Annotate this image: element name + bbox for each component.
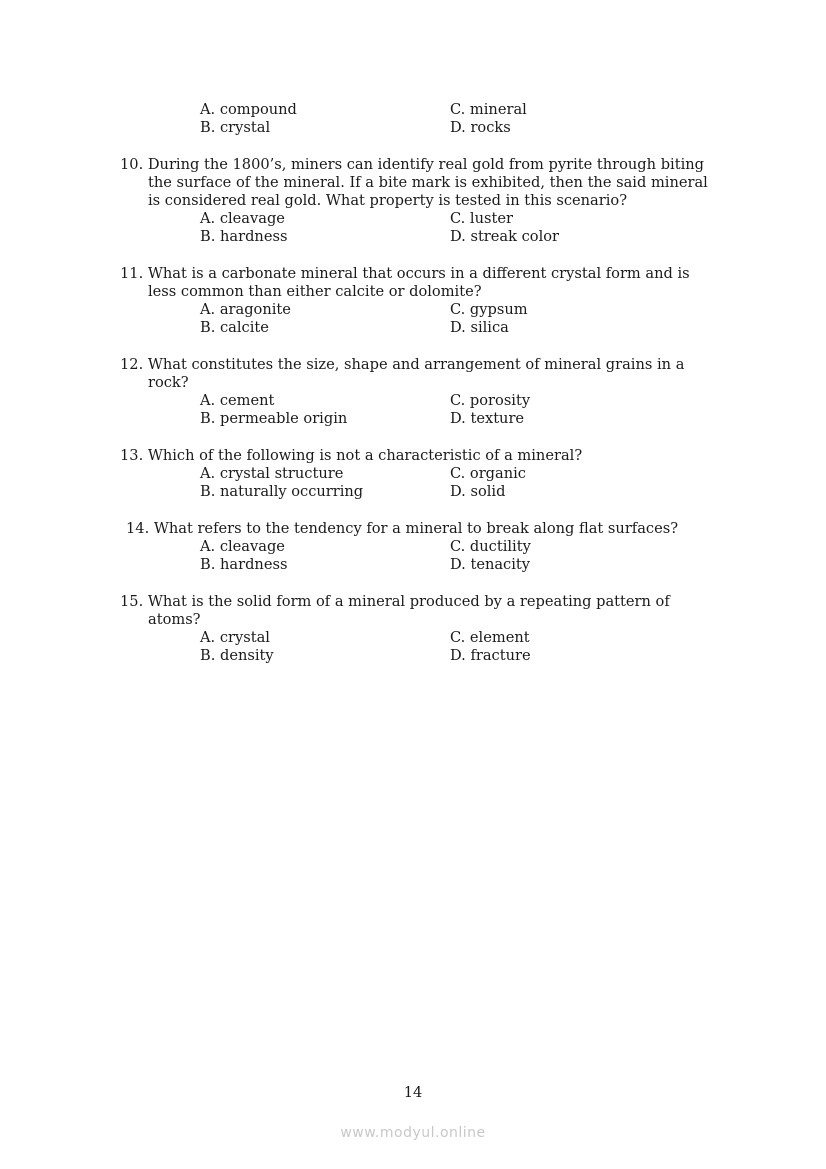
question-text-line: 12. What constitutes the size, shape and arrangement of mineral grains in a bbox=[120, 356, 685, 373]
option-b: B. calcite bbox=[200, 319, 269, 336]
option-d: D. fracture bbox=[450, 647, 531, 664]
option-b: B. naturally occurring bbox=[200, 483, 364, 500]
option-a: A. compound bbox=[200, 101, 297, 118]
option-c: C. organic bbox=[450, 465, 526, 482]
option-a: A. crystal bbox=[200, 629, 270, 646]
option-b: B. permeable origin bbox=[200, 410, 348, 427]
question-text-line: rock? bbox=[148, 374, 189, 391]
option-a: A. cement bbox=[200, 392, 275, 409]
option-c: C. luster bbox=[450, 210, 513, 227]
question-text-line: 11. What is a carbonate mineral that occurs in a different crystal form and is bbox=[120, 265, 690, 282]
option-d: D. silica bbox=[450, 319, 509, 336]
option-c: C. gypsum bbox=[450, 301, 528, 318]
question-text-line: 10. During the 1800’s, miners can identify real gold from pyrite through biting bbox=[120, 156, 704, 173]
option-a: A. aragonite bbox=[200, 301, 291, 318]
option-c: C. element bbox=[450, 629, 530, 646]
question-text-line: the surface of the mineral. If a bite mark is exhibited, then the said mineral bbox=[148, 174, 708, 191]
question-text-line: less common than either calcite or dolomite? bbox=[148, 283, 482, 300]
option-a: A. cleavage bbox=[200, 210, 285, 227]
option-c: C. porosity bbox=[450, 392, 531, 409]
option-d: D. tenacity bbox=[450, 556, 531, 573]
question-text-line: 14. What refers to the tendency for a mineral to break along flat surfaces? bbox=[126, 520, 679, 537]
question-text-line: 13. Which of the following is not a characteristic of a mineral? bbox=[120, 447, 583, 464]
option-b: B. density bbox=[200, 647, 274, 664]
option-c: C. ductility bbox=[450, 538, 531, 555]
option-b: B. hardness bbox=[200, 556, 288, 573]
option-d: D. solid bbox=[450, 483, 506, 500]
question-text-line: atoms? bbox=[148, 611, 201, 628]
option-a: A. cleavage bbox=[200, 538, 285, 555]
option-d: D. rocks bbox=[450, 119, 511, 136]
watermark: www.modyul.online bbox=[340, 1125, 486, 1141]
option-d: D. texture bbox=[450, 410, 525, 427]
page-number: 14 bbox=[403, 1084, 423, 1101]
question-text-line: is considered real gold. What property is tested in this scenario? bbox=[148, 192, 628, 209]
option-d: D. streak color bbox=[450, 228, 559, 245]
option-b: B. hardness bbox=[200, 228, 288, 245]
option-a: A. crystal structure bbox=[200, 465, 344, 482]
option-c: C. mineral bbox=[450, 101, 527, 118]
question-text-line: 15. What is the solid form of a mineral produced by a repeating pattern of bbox=[120, 593, 670, 610]
option-b: B. crystal bbox=[200, 119, 271, 136]
